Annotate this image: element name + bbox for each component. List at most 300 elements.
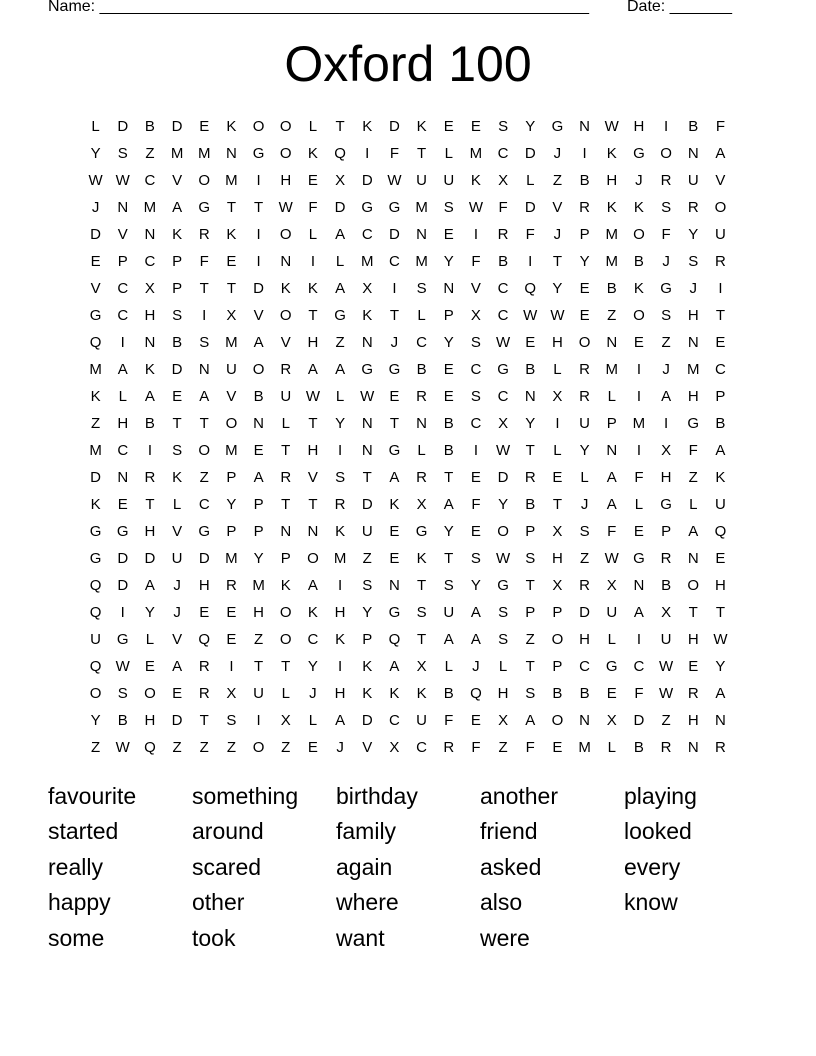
grid-letter: R [714,253,726,270]
grid-letter: T [281,496,291,513]
grid-letter: O [633,226,645,243]
grid-letter: U [579,415,590,432]
grid-row [82,491,734,518]
grid-letter: S [172,307,183,324]
grid-letter: R [198,658,210,675]
grid-letter: F [715,118,725,135]
grid-letter: P [661,523,672,540]
grid-letter: V [552,199,563,216]
grid-letter: X [552,577,563,594]
grid-letter: E [307,172,318,189]
grid-letter: C [117,442,129,459]
grid-letter: D [90,226,101,243]
grid-letter: Z [253,631,264,648]
grid-letter: G [116,631,129,648]
grid-letter: T [552,496,562,513]
grid-letter: N [687,334,699,351]
grid-letter: J [91,199,100,216]
grid-letter: A [606,496,617,513]
grid-letter: H [117,415,129,432]
grid-letter: F [471,739,481,756]
grid-letter: J [662,253,670,270]
grid-letter: S [470,550,481,567]
grid-row [82,572,734,599]
grid-letter: R [334,496,346,513]
grid-letter: W [360,388,375,405]
grid-letter: L [281,415,290,432]
grid-letter: S [335,469,346,486]
grid-letter: Z [335,334,345,351]
grid-letter: Y [579,253,590,270]
grid-letter: B [633,253,644,270]
word-list-item: looked [624,818,692,845]
grid-letter: L [498,658,508,675]
grid-letter: F [471,496,481,513]
grid-letter: A [688,523,699,540]
grid-letter: E [144,658,155,675]
grid-letter: I [718,280,723,297]
grid-letter: Z [145,145,155,162]
grid-letter: K [389,496,400,513]
grid-letter: Q [89,577,102,594]
grid-letter: N [253,415,264,432]
grid-letter: M [605,226,618,243]
grid-letter: I [473,442,478,459]
grid-letter: U [280,388,292,405]
grid-letter: T [226,199,236,216]
grid-letter: A [335,226,346,243]
grid-letter: O [279,604,292,621]
grid-letter: Z [281,739,291,756]
grid-letter: E [470,712,481,729]
grid-letter: F [199,253,209,270]
grid-letter: N [687,739,699,756]
grid-letter: Y [525,415,536,432]
grid-letter: P [172,280,183,297]
grid-letter: Y [525,118,536,135]
grid-letter: L [118,388,127,405]
grid-letter: B [117,712,128,729]
word-list-item: where [336,889,399,916]
grid-letter: K [362,685,373,702]
grid-letter: P [552,658,563,675]
grid-letter: R [660,550,672,567]
grid-letter: Y [362,604,373,621]
grid-letter: H [551,550,563,567]
grid-letter: T [199,415,209,432]
grid-letter: I [555,415,560,432]
grid-letter: K [172,226,183,243]
grid-row [82,734,734,761]
grid-letter: K [307,145,318,162]
grid-letter: U [171,550,183,567]
grid-letter: N [307,523,319,540]
grid-letter: R [687,685,699,702]
grid-letter: X [661,604,672,621]
grid-row [82,113,734,140]
grid-letter: P [226,469,237,486]
grid-letter: O [279,631,292,648]
word-list-item: birthday [336,783,418,809]
grid-letter: L [417,307,426,324]
grid-letter: T [715,604,725,621]
grid-letter: Z [362,550,372,567]
word-list-item: favourite [48,783,137,809]
grid-letter: W [713,631,728,648]
grid-letter: B [172,334,183,351]
grid-letter: Z [552,172,562,189]
grid-letter: Z [90,739,101,756]
grid-letter: K [362,307,373,324]
grid-letter: E [633,334,644,351]
grid-letter: S [579,523,590,540]
grid-letter: U [714,496,726,513]
grid-letter: O [252,739,265,756]
grid-letter: U [416,712,427,729]
grid-letter: S [498,631,509,648]
grid-letter: T [416,577,427,594]
grid-letter: S [498,604,509,621]
grid-letter: O [198,172,211,189]
grid-letter: L [308,712,318,729]
grid-letter: L [335,388,345,405]
grid-letter: F [661,226,671,243]
grid-letter: N [606,334,618,351]
grid-letter: Z [199,469,209,486]
grid-letter: G [361,361,374,378]
grid-letter: K [416,685,427,702]
grid-letter: E [226,253,237,270]
grid-letter: B [661,577,672,594]
grid-letter: T [199,712,209,729]
grid-letter: X [661,442,672,459]
grid-letter: A [443,496,454,513]
grid-letter: N [361,415,373,432]
date-field-label: Date: _______ [627,0,732,15]
grid-letter: X [226,307,237,324]
grid-letter: C [470,415,482,432]
grid-letter: K [416,550,427,567]
grid-letter: B [715,415,726,432]
grid-letter: X [144,280,155,297]
grid-letter: F [389,145,399,162]
grid-letter: R [579,361,590,378]
grid-letter: S [688,253,699,270]
grid-letter: Z [199,739,209,756]
grid-letter: D [388,118,400,135]
grid-letter: Z [688,469,698,486]
word-list-item: again [336,853,393,880]
grid-letter: S [443,577,454,594]
grid-letter: E [199,604,210,621]
grid-letter: A [253,469,264,486]
grid-letter: U [361,523,373,540]
grid-letter: D [633,712,645,729]
grid-letter: O [279,118,292,135]
grid-letter: W [115,658,130,675]
grid-letter: G [89,307,102,324]
grid-letter: B [579,685,590,702]
grid-letter: T [308,415,318,432]
grid-letter: R [579,199,590,216]
grid-letter: W [658,658,674,675]
grid-letter: V [280,334,291,351]
grid-letter: M [686,361,700,378]
word-list-item: playing [624,783,697,809]
grid-letter: L [308,118,318,135]
grid-letter: I [365,145,370,162]
grid-letter: H [687,631,699,648]
grid-letter: H [144,307,156,324]
grid-letter: Z [525,631,535,648]
grid-letter: N [388,577,400,594]
grid-letter: R [280,361,292,378]
grid-letter: B [144,415,155,432]
grid-letter: H [497,685,509,702]
grid-letter: C [198,496,210,513]
grid-letter: P [253,523,264,540]
grid-letter: W [495,550,511,567]
grid-letter: E [715,334,726,351]
grid-letter: V [470,280,481,297]
grid-letter: H [280,172,292,189]
grid-letter: B [606,280,617,297]
grid-letter: I [120,334,125,351]
grid-letter: S [117,145,128,162]
grid-letter: S [199,334,210,351]
grid-letter: N [579,712,590,729]
grid-letter: I [337,442,343,459]
grid-letter: O [714,199,727,216]
grid-letter: W [278,199,293,216]
grid-letter: Y [253,550,264,567]
grid-letter: F [471,253,481,270]
grid-letter: I [663,118,669,135]
grid-letter: X [552,388,563,405]
grid-letter: D [388,226,400,243]
grid-letter: P [362,631,373,648]
grid-letter: E [90,253,101,270]
grid-letter: B [443,442,454,459]
grid-letter: K [144,361,155,378]
grid-letter: O [633,307,645,324]
grid-letter: N [606,442,618,459]
word-list-item: started [48,818,119,845]
grid-letter: V [90,280,101,297]
grid-letter: F [688,442,698,459]
grid-letter: U [225,361,237,378]
grid-letter: I [147,442,152,459]
word-list-item: another [480,783,559,809]
grid-letter: E [443,118,454,135]
grid-letter: A [470,604,481,621]
word-list-item: asked [480,853,542,880]
grid-letter: A [307,577,318,594]
grid-letter: M [197,145,211,162]
grid-letter: G [605,658,618,675]
grid-letter: E [172,388,183,405]
grid-letter: W [523,307,538,324]
grid-letter: E [443,361,454,378]
grid-letter: Q [198,631,211,648]
grid-letter: K [362,658,373,675]
grid-letter: X [335,172,346,189]
word-list-item: really [48,853,103,880]
grid-letter: N [416,226,427,243]
grid-letter: J [553,145,562,162]
grid-letter: W [495,442,511,459]
grid-letter: G [687,415,700,432]
grid-letter: R [280,469,292,486]
grid-letter: Y [443,253,454,270]
grid-letter: U [416,172,427,189]
grid-letter: G [388,361,401,378]
grid-letter: E [579,307,590,324]
grid-letter: C [633,658,645,675]
grid-letter: Q [470,685,482,702]
grid-letter: H [687,388,699,405]
grid-letter: E [443,388,454,405]
grid-letter: L [444,658,453,675]
grid-letter: D [171,118,183,135]
grid-letter: G [551,118,564,135]
grid-row [82,329,734,356]
grid-letter: A [172,199,183,216]
grid-letter: D [361,172,373,189]
grid-letter: Z [661,712,671,729]
grid-letter: L [607,388,616,405]
grid-letter: K [172,469,183,486]
grid-letter: A [525,712,536,729]
grid-letter: O [279,307,292,324]
grid-row [82,194,734,221]
grid-row [82,221,734,248]
grid-letter: B [525,496,536,513]
grid-letter: N [361,334,373,351]
grid-letter: P [715,388,726,405]
grid-letter: Q [144,739,156,756]
grid-letter: Q [89,334,102,351]
grid-letter: P [443,307,454,324]
grid-letter: O [279,145,292,162]
grid-letter: V [307,469,318,486]
grid-letter: Y [443,523,454,540]
grid-letter: Y [90,145,101,162]
grid-letter: I [120,604,125,621]
grid-letter: N [280,523,292,540]
grid-letter: I [337,658,343,675]
grid-letter: E [633,523,644,540]
grid-letter: E [715,550,726,567]
grid-row [82,653,734,680]
grid-letter: A [715,442,726,459]
grid-letter: T [172,415,182,432]
grid-letter: S [416,280,427,297]
grid-letter: W [658,685,674,702]
grid-letter: F [525,739,535,756]
grid-letter: O [252,118,265,135]
grid-letter: V [362,739,373,756]
grid-letter: T [308,496,318,513]
grid-letter: B [416,361,427,378]
grid-letter: J [635,172,643,189]
grid-letter: O [307,550,319,567]
grid-letter: H [144,523,156,540]
grid-letter: T [416,145,427,162]
grid-letter: E [226,604,237,621]
grid-letter: L [308,226,318,243]
grid-letter: M [415,253,428,270]
grid-letter: N [280,253,292,270]
grid-letter: C [117,280,129,297]
word-list-item: every [624,853,681,880]
grid-letter: Y [470,577,481,594]
grid-letter: I [202,307,207,324]
grid-letter: V [172,631,183,648]
grid-letter: K [362,118,373,135]
grid-letter: N [416,415,427,432]
grid-letter: R [144,469,156,486]
grid-letter: M [225,172,238,189]
grid-letter: S [117,685,128,702]
grid-letter: O [225,415,238,432]
grid-letter: C [416,334,427,351]
grid-letter: H [307,334,319,351]
word-list-item: know [624,889,678,916]
grid-row [82,626,734,653]
grid-letter: S [661,307,672,324]
grid-letter: I [663,415,669,432]
grid-letter: L [335,253,345,270]
grid-letter: I [582,145,587,162]
grid-letter: N [633,577,645,594]
grid-letter: K [90,388,101,405]
grid-letter: G [198,523,211,540]
grid-letter: T [444,469,454,486]
grid-letter: H [633,118,645,135]
grid-letter: I [229,658,234,675]
grid-letter: X [498,415,509,432]
grid-letter: X [606,712,617,729]
grid-letter: N [443,280,455,297]
name-field-label: Name: _______________________________________________________ [48,0,589,15]
grid-letter: L [607,739,616,756]
grid-letter: U [90,631,101,648]
grid-letter: A [307,361,318,378]
grid-letter: K [633,280,644,297]
grid-letter: K [280,577,291,594]
grid-letter: C [497,307,509,324]
grid-letter: A [335,280,346,297]
grid-letter: M [225,334,238,351]
grid-letter: R [579,388,590,405]
grid-letter: U [443,604,455,621]
grid-letter: Q [388,631,401,648]
grid-letter: H [660,469,672,486]
grid-letter: E [199,118,210,135]
grid-letter: N [714,712,726,729]
grid-letter: P [226,523,237,540]
grid-letter: I [392,280,397,297]
grid-letter: M [333,550,347,567]
grid-letter: C [579,658,590,675]
grid-letter: T [525,442,535,459]
grid-letter: H [606,172,618,189]
grid-letter: L [145,631,155,648]
grid-letter: A [389,469,400,486]
grid-letter: A [606,469,617,486]
grid-letter: K [307,280,318,297]
